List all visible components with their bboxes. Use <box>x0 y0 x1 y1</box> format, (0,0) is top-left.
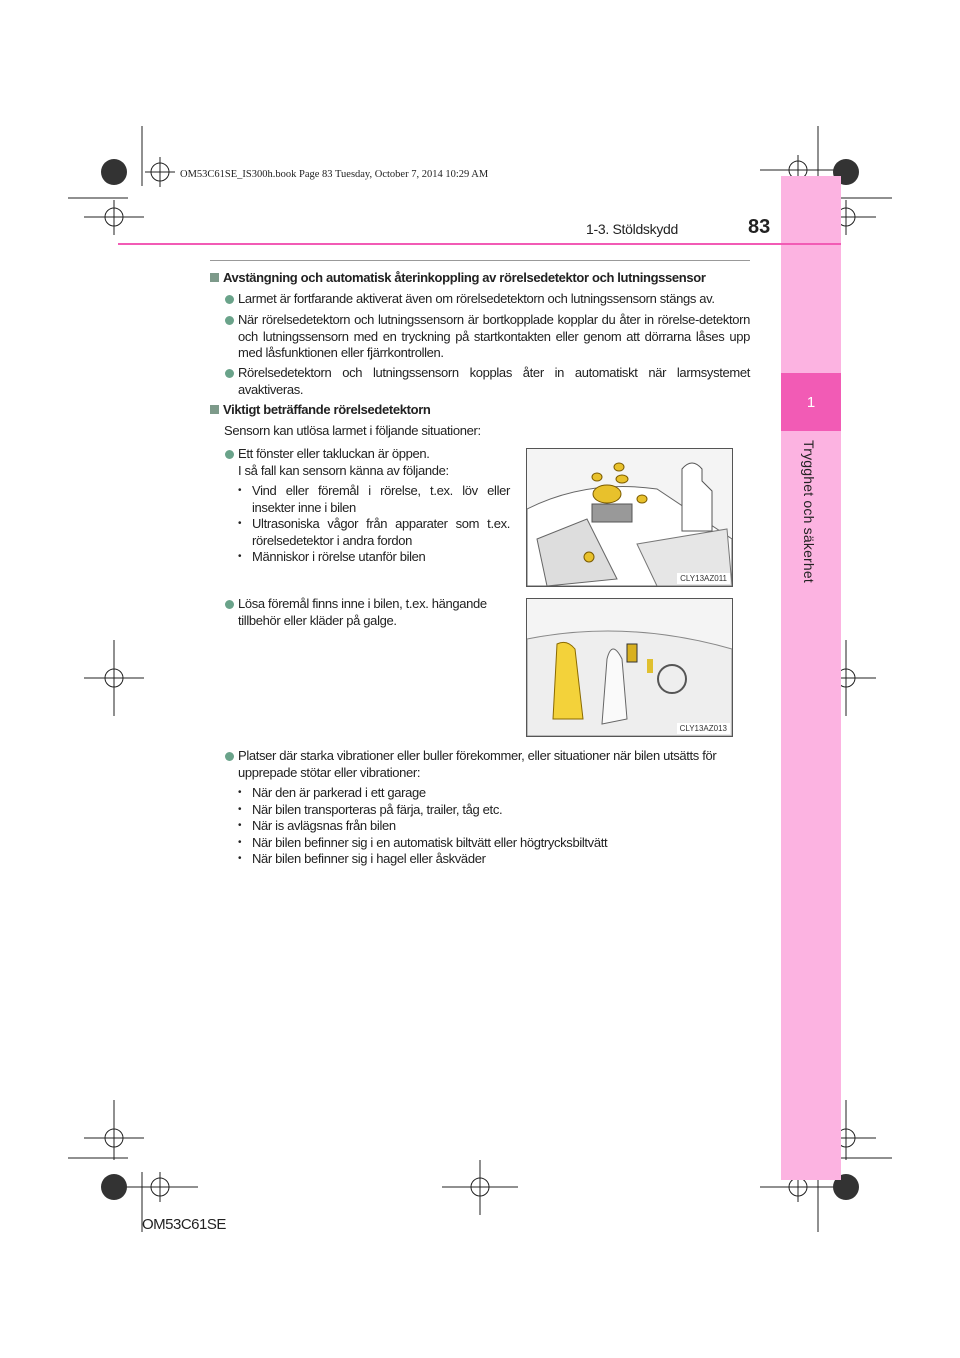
intro-text: Sensorn kan utlösa larmet i följande situationer: <box>224 423 481 438</box>
bullet-icon <box>225 600 234 609</box>
section-title: 1-3. Stöldskydd <box>586 221 678 237</box>
bullet-icon <box>225 369 234 378</box>
figure-code: CLY13AZ013 <box>677 723 730 734</box>
chapter-title <box>781 440 841 640</box>
car-sunroof-illustration <box>527 449 732 586</box>
heading-1: Avstängning och automatisk återinkoppling av rörelsedetektor och lutningssensor <box>210 270 706 287</box>
chapter-title-text: Trygghet och säkerhet <box>801 440 817 583</box>
bullet: Ett fönster eller takluckan är öppen. I så fall kan sensorn känna av följande: • Vind eller föremål i rörelse, t.ex. löv eller insekter inne i bilen • Ultrasoniska vågor från apparater som t.ex. rörelsedetektor i andra fordon • Människor i rörelse utanför bilen <box>238 446 510 566</box>
bullet-icon <box>225 295 234 304</box>
bullet: Larmet är fortfarande aktiverat även om rörelsedetektorn och lutningssensorn stängs av. <box>238 291 750 308</box>
header-rule <box>118 243 841 245</box>
heading-2: Viktigt beträffande rörelsedetektorn <box>210 402 431 419</box>
bullet-icon <box>225 316 234 325</box>
square-bullet-icon <box>210 405 219 414</box>
content-rule <box>210 260 750 261</box>
bullet-icon <box>225 752 234 761</box>
bullet-icon <box>225 450 234 459</box>
square-bullet-icon <box>210 273 219 282</box>
bullet: När rörelsedetektorn och lutningssensorn är bortkopplade kopplar du åter in rörelse-detektorn och lutningssensorn med en tryckning på startkontakten eller genom att dörrarna låses upp med låsfunktionen eller fjärrkontrollen. <box>238 312 750 362</box>
bullet: Platser där starka vibrationer eller buller förekommer, eller situationer när bilen utsätts för upprepade stötar eller vibrationer: • När den är parkerad i ett garage • När bilen transporteras på färja, trailer, tåg etc. • När is avlägsnas från bilen • När bilen befinner sig i en automatisk biltvätt eller högtrycksbiltvätt • När bilen befinner sig i hagel eller åskväder <box>238 748 752 868</box>
figure-code: CLY13AZ011 <box>677 573 730 584</box>
car-interior-illustration <box>527 599 732 736</box>
footer-code: OM53C61SE <box>142 1216 226 1233</box>
print-header: OM53C61SE_IS300h.book Page 83 Tuesday, October 7, 2014 10:29 AM <box>180 169 489 180</box>
chapter-tab[interactable]: 1 <box>781 373 841 431</box>
chapter-sidebar <box>781 176 841 1180</box>
figure-sunroof-leaves <box>526 448 733 587</box>
bullet: Rörelsedetektorn och lutningssensorn kopplas åter in automatiskt när larmsystemet avaktiveras. <box>238 365 750 398</box>
page-number: 83 <box>748 216 771 238</box>
bullet: Lösa föremål finns inne i bilen, t.ex. hängande tillbehör eller kläder på galge. <box>238 596 516 629</box>
figure-hanging-items <box>526 598 733 737</box>
